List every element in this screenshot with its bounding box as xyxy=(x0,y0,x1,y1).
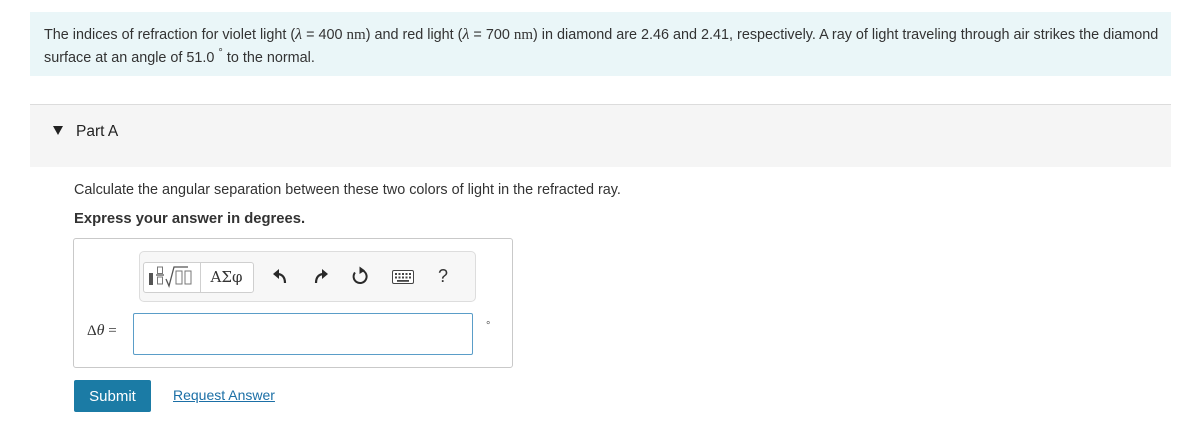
problem-text-6: to the normal. xyxy=(226,49,315,66)
question-text: Calculate the angular separation between these two colors of light in the refracted ray. xyxy=(74,182,621,198)
degree-symbol: ° xyxy=(218,47,223,59)
unit-nm: nm xyxy=(513,27,534,43)
problem-text-3: ) and red light ( xyxy=(365,27,463,43)
problem-text-5: ) in diamond are 2.46 and 2.41, respectively. A ray of light traveling through air strikes the diamond surface at an angle of 51.0 xyxy=(44,27,1159,66)
delta-symbol: Δ xyxy=(87,323,97,339)
submit-button[interactable]: Submit xyxy=(74,380,151,412)
problem-statement xyxy=(30,12,1171,76)
answer-input[interactable] xyxy=(133,313,473,355)
unit-nm: nm xyxy=(346,27,366,43)
templates-button[interactable] xyxy=(144,263,201,292)
part-a-header[interactable] xyxy=(30,105,1171,167)
undo-icon[interactable] xyxy=(272,265,288,287)
help-icon[interactable]: ? xyxy=(438,266,449,286)
lambda-symbol: λ xyxy=(295,26,303,43)
answer-instruction: Express your answer in degrees. xyxy=(74,211,306,227)
reset-icon[interactable] xyxy=(350,265,370,287)
math-toolbar xyxy=(139,251,476,302)
lambda-symbol: λ xyxy=(462,26,470,43)
redo-icon[interactable] xyxy=(313,265,329,287)
answer-unit: ° xyxy=(486,320,491,332)
problem-text-1: The indices of refraction for violet light ( xyxy=(44,27,296,43)
collapse-caret-icon[interactable] xyxy=(53,126,63,135)
keyboard-icon[interactable] xyxy=(392,270,414,284)
theta-symbol: θ xyxy=(96,322,105,339)
part-title: Part A xyxy=(76,123,119,140)
symbols-button[interactable]: ΑΣφ xyxy=(210,268,243,286)
problem-text-2: = 400 xyxy=(302,27,347,43)
equals-sign: = xyxy=(104,323,117,339)
problem-text-4: = 700 xyxy=(469,27,514,43)
template-symbol-group xyxy=(143,262,254,293)
request-answer-link[interactable]: Request Answer xyxy=(173,387,275,403)
templates-icon xyxy=(144,263,200,292)
answer-label xyxy=(87,322,117,340)
